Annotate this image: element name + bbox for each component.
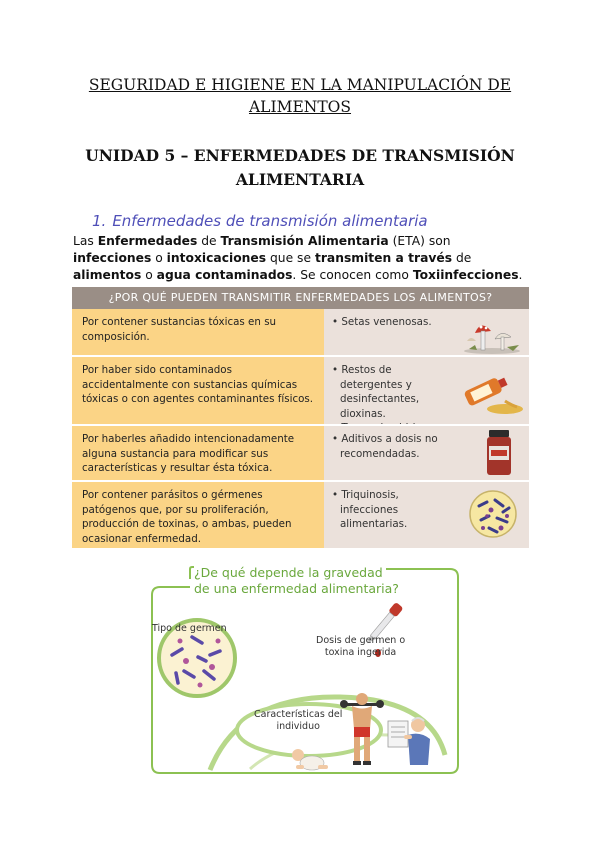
- elderly-man-icon: [386, 713, 438, 769]
- transmission-table: [72, 287, 529, 548]
- table-row: [72, 357, 529, 425]
- intro-paragraph: Las Enfermedades de Transmisión Alimentaria (ETA) son infecciones o intoxicaciones que se transmiten a través de alimentos o agua contaminados. Se conocen como Toxiinfecciones.: [73, 234, 523, 282]
- row-examples: • Setas venenosas.: [332, 316, 432, 328]
- diagram-title: ¿De qué depende la gravedad de una enfermedad alimentaria?: [194, 565, 399, 596]
- row-examples: • Restos de detergentes y desinfectantes, dioxinas.: [332, 364, 420, 420]
- label-germ-type: Tipo de germen: [152, 623, 227, 634]
- table-row: [72, 309, 529, 356]
- table-row: [72, 482, 529, 548]
- unit-title: [70, 144, 530, 192]
- severity-diagram: [150, 565, 460, 777]
- section-heading: [92, 212, 428, 230]
- label-individual: Características del individuo: [254, 709, 343, 732]
- table-header: ¿POR QUÉ PUEDEN TRANSMITIR ENFERMEDADES LOS ALIMENTOS?: [72, 287, 529, 309]
- row-reason: Por haber sido contaminados accidentalmente con sustancias químicas tóxicas o con agentes contaminantes físicos.: [82, 364, 314, 406]
- row-reason: Por contener sustancias tóxicas en su composición.: [82, 316, 277, 343]
- unit-title-line2: ALIMENTARIA: [235, 170, 365, 189]
- detergent-bottle-icon: [455, 367, 525, 417]
- document-title-line2: ALIMENTOS: [248, 98, 352, 116]
- document-title: [60, 74, 540, 118]
- row-reason: Por contener parásitos o gérmenes patógenos que, por su proliferación, producción de toxinas, o ambas, pueden ocasionar enfermedad.: [82, 489, 292, 545]
- row-reason: Por haberles añadido intencionadamente alguna sustancia para modificar sus características y resultar ésta tóxica.: [82, 433, 295, 475]
- mushroom-icon: [461, 311, 523, 355]
- strongman-icon: [340, 689, 384, 769]
- section-heading-text: Enfermedades de transmisión alimentaria: [112, 212, 428, 230]
- row-examples: • Aditivos a dosis no recomendadas.: [332, 433, 438, 460]
- document-title-line1: SEGURIDAD E HIGIENE EN LA MANIPULACIÓN DE: [88, 76, 512, 94]
- table-row: [72, 426, 529, 481]
- section-number: 1.: [92, 212, 107, 230]
- baby-icon: [286, 747, 332, 775]
- row-examples: • Triquinosis, infecciones alimentarias.: [332, 489, 408, 531]
- unit-title-line1: UNIDAD 5 – ENFERMEDADES DE TRANSMISIÓN: [85, 146, 515, 165]
- germ-culture-icon: [467, 488, 519, 540]
- additive-jar-icon: [483, 428, 515, 478]
- label-dose: Dosis de germen o toxina ingerida: [316, 635, 406, 658]
